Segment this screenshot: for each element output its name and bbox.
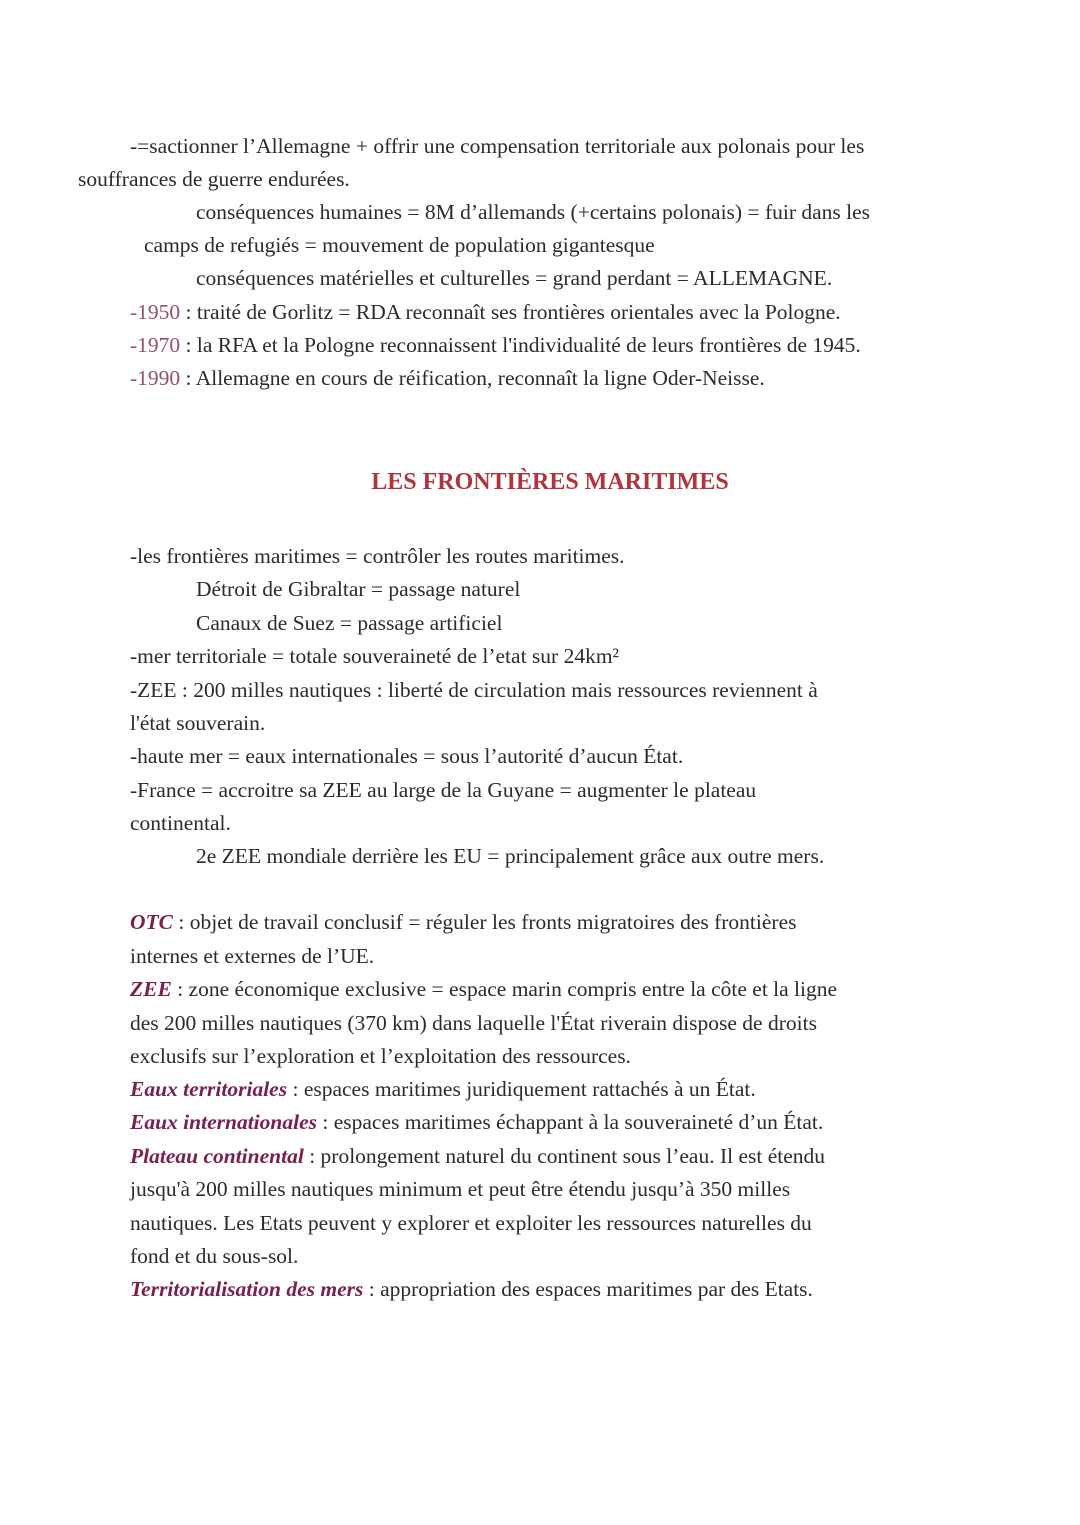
event-year: -1970	[130, 333, 181, 357]
text-line: -mer territoriale = totale souveraineté de l’etat sur 24km²	[130, 644, 619, 668]
section-heading: LES FRONTIÈRES MARITIMES	[371, 469, 729, 495]
text-line: conséquences humaines = 8M d’allemands (+certains polonais) = fuir dans les	[196, 200, 871, 224]
text-line: -les frontières maritimes = contrôler les routes maritimes.	[130, 544, 625, 568]
glossary-entry	[130, 1273, 813, 1306]
glossary-entry	[130, 1106, 823, 1139]
timeline-event	[130, 329, 861, 362]
text-line: exclusifs sur l’exploration et l’exploitation des ressources.	[130, 1044, 631, 1068]
event-text: : traité de Gorlitz = RDA reconnaît ses frontières orientales avec la Pologne.	[180, 300, 841, 324]
text-line: nautiques. Les Etats peuvent y explorer et exploiter les ressources naturelles du	[130, 1211, 812, 1235]
glossary-definition: : appropriation des espaces maritimes par des Etats.	[363, 1277, 813, 1301]
event-text: : la RFA et la Pologne reconnaissent l'individualité de leurs frontières de 1945.	[180, 333, 861, 357]
glossary-term: Territorialisation des mers	[130, 1277, 364, 1301]
timeline-event	[130, 362, 765, 395]
glossary-entry	[130, 1073, 756, 1106]
text-line: -haute mer = eaux internationales = sous l’autorité d’aucun État.	[130, 744, 684, 768]
text-line: continental.	[130, 811, 231, 835]
text-line: jusqu'à 200 milles nautiques minimum et peut être étendu jusqu’à 350 milles	[130, 1177, 791, 1201]
event-text: : Allemagne en cours de réification, reconnaît la ligne Oder-Neisse.	[180, 366, 765, 390]
text-line: conséquences matérielles et culturelles = grand perdant = ALLEMAGNE.	[196, 266, 833, 290]
text-line: -France = accroitre sa ZEE au large de la Guyane = augmenter le plateau	[130, 778, 757, 802]
timeline-event	[130, 296, 841, 329]
text-line: Canaux de Suez = passage artificiel	[196, 611, 503, 635]
glossary-definition: : espaces maritimes échappant à la souveraineté d’un État.	[316, 1110, 824, 1134]
text-line: internes et externes de l’UE.	[130, 944, 375, 968]
glossary-definition: : zone économique exclusive = espace marin compris entre la côte et la ligne	[171, 977, 838, 1001]
text-line: 2e ZEE mondiale derrière les EU = principalement grâce aux outre mers.	[196, 844, 825, 868]
glossary-entry	[130, 973, 837, 1006]
glossary-entry	[130, 906, 796, 939]
text-line: -ZEE : 200 milles nautiques : liberté de circulation mais ressources reviennent à	[130, 678, 818, 702]
text-line: l'état souverain.	[130, 711, 266, 735]
text-line: Détroit de Gibraltar = passage naturel	[196, 577, 521, 601]
glossary-definition: : espaces maritimes juridiquement rattachés à un État.	[287, 1077, 756, 1101]
text-line: fond et du sous-sol.	[130, 1244, 299, 1268]
glossary-definition: : objet de travail conclusif = réguler les fronts migratoires des frontières	[173, 910, 797, 934]
text-line: souffrances de guerre endurées.	[78, 167, 350, 191]
text-line: -=sactionner l’Allemagne + offrir une compensation territoriale aux polonais pour les	[130, 134, 865, 158]
glossary-term: OTC	[130, 910, 173, 934]
event-year: -1950	[130, 300, 181, 324]
glossary-definition: : prolongement naturel du continent sous l’eau. Il est étendu	[303, 1144, 826, 1168]
text-line: camps de refugiés = mouvement de population gigantesque	[144, 233, 655, 257]
glossary-term: Eaux internationales	[130, 1110, 317, 1134]
glossary-term: Eaux territoriales	[130, 1077, 288, 1101]
event-year: -1990	[130, 366, 181, 390]
glossary-entry	[130, 1140, 825, 1173]
glossary-term: Plateau continental	[130, 1144, 304, 1168]
text-line: des 200 milles nautiques (370 km) dans laquelle l'État riverain dispose de droits	[130, 1011, 817, 1035]
glossary-term: ZEE	[130, 977, 172, 1001]
